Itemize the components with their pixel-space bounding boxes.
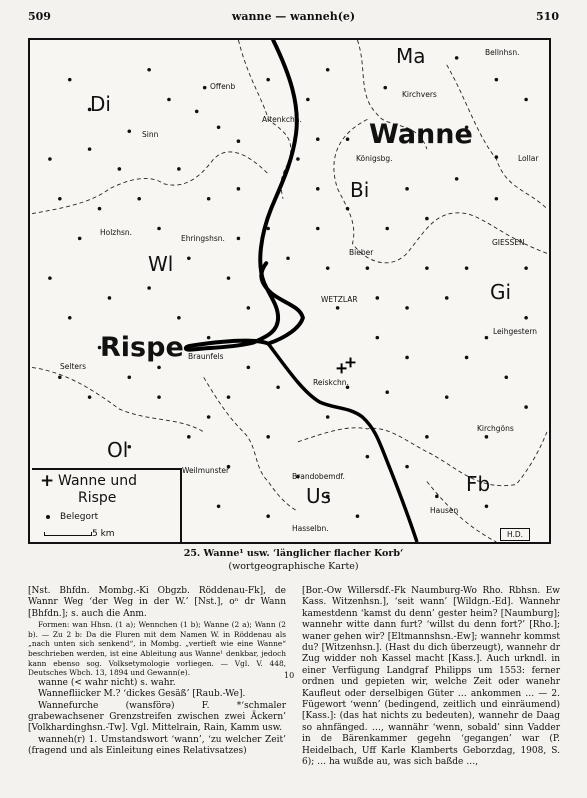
settlement-dot — [88, 395, 92, 399]
place-kirchgoens: Kirchgöns — [477, 424, 514, 433]
scale-bar — [44, 532, 92, 536]
legend-line1: Wanne und — [58, 473, 137, 489]
settlement-dot — [68, 78, 72, 82]
region-ma: Ma — [396, 44, 426, 68]
settlement-dot — [98, 207, 102, 211]
settlement-dot — [495, 155, 499, 159]
legend-plus-symbol: + — [40, 471, 55, 491]
settlement-dot — [266, 227, 270, 231]
figure-caption: 25. Wanne¹ usw. ‘länglicher flacher Korb‘ — [183, 548, 404, 559]
place-giessen: GIESSEN — [492, 238, 525, 247]
entry-continuation: [Bor.-Ow Willersdf.-Fk Naumburg-Wo Rho. Rbhsn. Ew Kass. Witzenhsn.], ‘seit wann’ [Wildgn.-Ed]. Wannehr kamestdenn ‘kamst du denn’ gester heim? [Naumburg]; wannehr witte dann furt? ‘willst du denn fort?’ [Rho.]; waner gehen wir? [Eltmannshsn.-Ew]; wannehr kommst du? [Witzenhsn.]. (Hast du dich überzeugt), wannehr dr Zug widder noh Kassel macht [Kass.]. Auch urkndl. in einer Verfügung Landgraf Philipps um 1553: ferner ordnen und gepieten wir, welche Zeit oder wanehr Kaufleut oder derselbigen Güter … ankommen … — 2. Fügewort ‘wenn’ (bedingend, zeitlich und einräumend) [Kass.]: (das hat nichts zu bedeuten), wannehr de Daag so ahnfänged. …, wannähr ‘wenn, sobald’ sinn Vadder in de Bärenkammer gegehn ‘gegangen’ war (P. Heidelbach, Uff Karle Klamberts Geborzdag, 1908, S. 6); … ha wußde au, was sich baßde …, — [302, 586, 560, 768]
settlement-dot — [58, 376, 62, 380]
settlement-dot — [207, 197, 211, 201]
map-initials: H.D. — [500, 528, 530, 541]
settlement-dot — [48, 157, 52, 161]
settlement-dot — [383, 86, 387, 90]
settlement-dot — [237, 187, 241, 191]
place-wetzlar: WETZLAR — [321, 295, 358, 304]
settlement-dot — [127, 129, 131, 133]
settlement-dot — [227, 395, 231, 399]
boundary-line — [204, 377, 298, 511]
place-hasselbn: Hasselbn. — [292, 524, 329, 533]
headword-wanne: Wanne — [369, 119, 473, 150]
settlement-dot — [296, 157, 300, 161]
right-column — [302, 586, 560, 769]
region-gi: Gi — [490, 280, 512, 304]
settlement-dot — [376, 296, 380, 300]
entry-wannefliicker: Wannefliicker M.? ‘dickes Gesäß’ [Raub.-We]. — [38, 689, 246, 700]
entry-wanneh: wanneh(r) 1. Umstandswort ‘wann’, ‘zu welcher Zeit’ (fragend und als Einleitung eines Relativsatzes) — [28, 734, 286, 757]
settlement-dot — [207, 336, 211, 340]
running-head: wanne — wanneh(e) — [231, 10, 356, 23]
figure-caption-sub: (wortgeographische Karte) — [228, 561, 359, 572]
place-weilmuenster: Weilmunster — [182, 466, 230, 475]
settlement-dot — [495, 78, 499, 82]
boundary-line — [32, 367, 204, 431]
settlement-dot — [157, 227, 161, 231]
settlement-dot — [118, 167, 122, 171]
settlement-dot — [187, 256, 191, 260]
settlement-dot — [495, 197, 499, 201]
settlement-dot — [78, 237, 82, 241]
settlement-dot — [445, 395, 449, 399]
place-selters: Selters — [60, 362, 87, 371]
place-bellnhsn: Bellnhsn. — [485, 48, 520, 57]
settlement-dot — [425, 266, 429, 270]
settlement-dot — [247, 306, 251, 310]
settlement-dot — [445, 296, 449, 300]
place-hausen: Hausen — [430, 506, 459, 515]
settlement-dot — [346, 207, 350, 211]
settlement-dot — [48, 276, 52, 280]
settlement-dot — [286, 256, 290, 260]
settlement-dot — [455, 56, 459, 60]
settlement-dot — [266, 514, 270, 518]
page-number-left: 509 — [28, 10, 51, 23]
settlement-dot — [177, 167, 181, 171]
settlement-dot — [147, 286, 151, 290]
settlement-dot — [524, 266, 528, 270]
place-brandobemdf: Brandobemdf. — [292, 472, 345, 481]
legend-line2: Rispe — [78, 490, 117, 506]
settlement-dot — [195, 110, 199, 114]
settlement-dot — [465, 356, 469, 360]
settlement-dot — [326, 68, 330, 72]
settlement-dot — [316, 227, 320, 231]
settlement-dot — [326, 266, 330, 270]
settlement-dot — [266, 78, 270, 82]
settlement-dot — [276, 385, 280, 389]
settlement-dot — [203, 86, 207, 90]
settlement-dot — [127, 376, 131, 380]
plus-marker — [346, 357, 356, 367]
settlement-dot — [177, 316, 181, 320]
place-ehringshsn: Ehringshsn. — [181, 234, 225, 243]
settlement-dot — [425, 435, 429, 439]
region-bi: Bi — [350, 178, 370, 202]
place-koenigsbg: Königsbg. — [356, 154, 393, 163]
settlement-dot — [217, 126, 221, 130]
place-reiskchn: Reiskchn. — [313, 378, 349, 387]
settlement-dot — [137, 197, 141, 201]
region-fb: Fb — [466, 472, 491, 496]
region-wl: Wl — [148, 252, 174, 276]
settlement-dot — [485, 336, 489, 340]
settlement-dot — [157, 395, 161, 399]
entry-wannefurche: Wannefurche (wansförə) F. *‘schmaler grabewachsener Grenzstreifen zwischen zwei Äckern’ [Volkhardinghsn.-Tw]. Vgl. Mittelrain, Rain, Kamm usw. — [28, 700, 286, 734]
settlement-dot — [346, 137, 350, 141]
settlement-dot — [266, 435, 270, 439]
plus-marker — [337, 363, 347, 373]
settlement-dot — [385, 227, 389, 231]
headword-rispe: Rispe — [100, 332, 184, 363]
settlement-dot — [485, 435, 489, 439]
scale-label: 5 km — [92, 529, 115, 539]
place-offenb: Offenb — [210, 82, 236, 91]
settlement-dot — [465, 266, 469, 270]
settlement-dot — [376, 336, 380, 340]
settlement-dot — [147, 68, 151, 72]
settlement-dot — [157, 366, 161, 370]
place-altenkchn: Altenkchn. — [262, 115, 302, 124]
entry-wanne: wanne (< wahr nicht) s. wahr. — [38, 677, 176, 688]
place-leihgestern: Leihgestern — [493, 327, 538, 336]
settlement-dot — [187, 435, 191, 439]
entry-note: Formen: wan Hhsn. (1 a); Wennchen (1 b); Wanne (2 a); Wann (2 b). — Zu 2 b: Da die Fluren mit dem Namen W. in Röddenau als „nach unten sich senkend“, in Mombg. „vertieft wie eine Wanne“ beschrieben werden, ist eine Ableitung aus Wanne¹ denkbar, jedoch kann ebenso sog. Volksetymologie vorliegen. — Vgl. V. 448, Deutsches Wbch. 13, 1894 und Gewann(e). — [28, 620, 286, 678]
place-bieber: Bieber — [349, 248, 374, 257]
settlement-dot — [316, 137, 320, 141]
place-kirchvers: Kirchvers — [402, 90, 437, 99]
settlement-dot — [485, 504, 489, 508]
settlement-dot — [524, 98, 528, 102]
settlement-dot — [237, 237, 241, 241]
settlement-dot — [524, 405, 528, 409]
boundary-line — [32, 152, 268, 214]
settlement-dot — [316, 187, 320, 191]
region-ol: Ol — [107, 438, 129, 462]
settlement-dot — [306, 98, 310, 102]
legend-dot-label: Belegort — [60, 512, 99, 522]
legend-dot — [46, 515, 50, 519]
settlement-dot — [336, 306, 340, 310]
place-sinn: Sinn — [142, 130, 159, 139]
place-holzhsn: Holzhsn. — [100, 228, 133, 237]
settlement-dot — [217, 504, 221, 508]
region-us: Us — [306, 484, 332, 508]
map-legend — [32, 468, 182, 544]
page-number-right: 510 — [536, 10, 559, 23]
settlement-dot — [524, 316, 528, 320]
settlement-dot — [405, 306, 409, 310]
settlement-dot — [405, 356, 409, 360]
left-column — [28, 586, 286, 758]
settlement-dot — [227, 276, 231, 280]
dialect-map — [28, 38, 551, 544]
settlement-dot — [207, 415, 211, 419]
place-braunfels: Braunfels — [188, 352, 224, 361]
settlement-dot — [326, 415, 330, 419]
settlement-dot — [385, 390, 389, 394]
settlement-dot — [167, 98, 171, 102]
settlement-dot — [237, 139, 241, 143]
plus-markers — [337, 357, 356, 373]
settlement-dot — [88, 147, 92, 151]
settlement-dot — [435, 495, 439, 499]
settlement-dot — [58, 197, 62, 201]
settlement-dot — [504, 376, 508, 380]
settlement-dot — [405, 465, 409, 469]
settlement-dot — [366, 266, 370, 270]
line-number: 10 — [284, 671, 295, 680]
settlement-dot — [405, 187, 409, 191]
settlement-dot — [247, 366, 251, 370]
region-di: Di — [90, 92, 111, 116]
entry-paragraph: [Nst. Bhfdn. Mombg.-Ki Obgzb. Röddenau-Fk], de Wannr Weg ‘der Weg in der W.’ [Nst.], oⁿ dr Wann [Bhfdn.]; s. auch die Anm. — [28, 586, 286, 619]
settlement-dot — [356, 514, 360, 518]
settlement-dot — [455, 177, 459, 181]
settlement-dot — [366, 455, 370, 459]
settlement-dot — [425, 217, 429, 221]
place-lollar: Lollar — [518, 154, 539, 163]
settlement-dot — [68, 316, 72, 320]
settlement-dot — [108, 296, 112, 300]
